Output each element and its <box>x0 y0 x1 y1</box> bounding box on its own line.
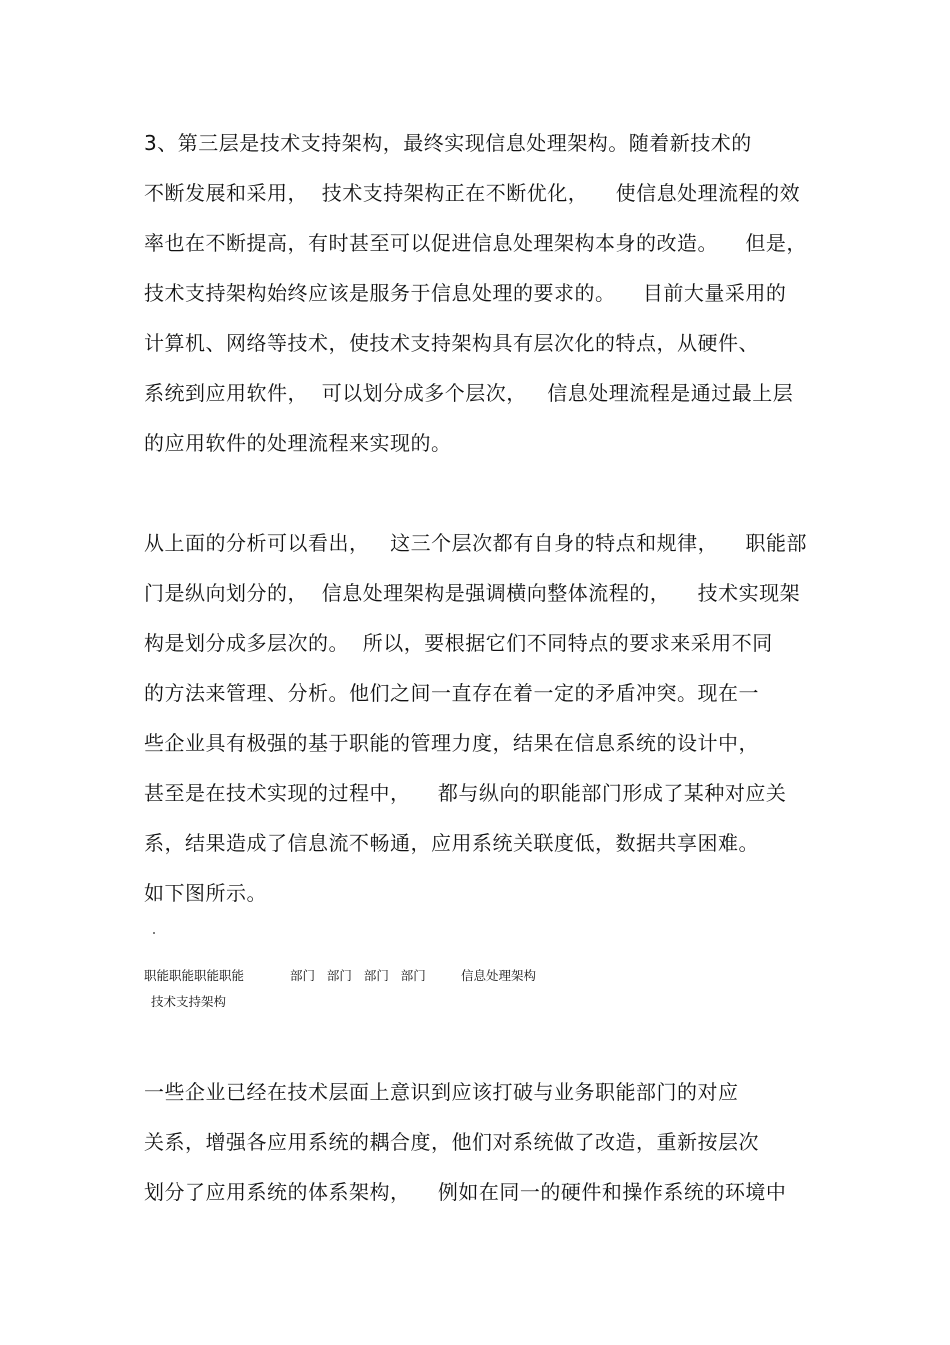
text-line: 如下图所示。 <box>144 881 267 905</box>
text-line: 一些企业已经在技术层面上意识到应该打破与业务职能部门的对应 <box>144 1080 739 1104</box>
text-line: 的方法来管理、分析。他们之间一直存在着一定的矛盾冲突。现在一 <box>144 681 759 705</box>
text-line: 从上面的分析可以看出， 这三个层次都有自身的特点和规律， 职能部 <box>144 531 808 555</box>
text-line: 3、第三层是技术支持架构，最终实现信息处理架构。随着新技术的 <box>144 131 752 155</box>
figure-departments-label: 部门 部门 部门 部门 <box>290 968 426 983</box>
text-line: 的应用软件的处理流程来实现的。 <box>144 431 452 455</box>
text-line: 甚至是在技术实现的过程中， 都与纵向的职能部门形成了某种对应关 <box>144 781 787 805</box>
text-line: 门是纵向划分的， 信息处理架构是强调横向整体流程的， 技术实现架 <box>144 581 801 605</box>
text-line: 些企业具有极强的基于职能的管理力度，结果在信息系统的设计中， <box>144 731 759 755</box>
text-line: 系统到应用软件， 可以划分成多个层次， 信息处理流程是通过最上层 <box>144 381 794 405</box>
figure-marker <box>153 932 155 934</box>
figure-tech-arch-label: 技术支持架构 <box>151 994 227 1009</box>
text-line: 率也在不断提高，有时甚至可以促进信息处理架构本身的改造。 但是， <box>144 231 807 255</box>
text-line: 划分了应用系统的体系架构， 例如在同一的硬件和操作系统的环境中 <box>144 1180 787 1204</box>
text-line: 关系，增强各应用系统的耦合度，他们对系统做了改造，重新按层次 <box>144 1130 759 1154</box>
text-line: 系，结果造成了信息流不畅通，应用系统关联度低，数据共享困难。 <box>144 831 759 855</box>
text-line: 不断发展和采用， 技术支持架构正在不断优化， 使信息处理流程的效 <box>144 181 801 205</box>
figure-info-arch-label: 信息处理架构 <box>461 968 537 983</box>
text-line: 计算机、网络等技术，使技术支持架构具有层次化的特点，从硬件、 <box>144 331 759 355</box>
text-line: 技术支持架构始终应该是服务于信息处理的要求的。 目前大量采用的 <box>144 281 787 305</box>
text-line: 构是划分成多层次的。 所以，要根据它们不同特点的要求来采用不同 <box>144 631 773 655</box>
figure-functions-label: 职能职能职能职能 <box>144 968 245 983</box>
